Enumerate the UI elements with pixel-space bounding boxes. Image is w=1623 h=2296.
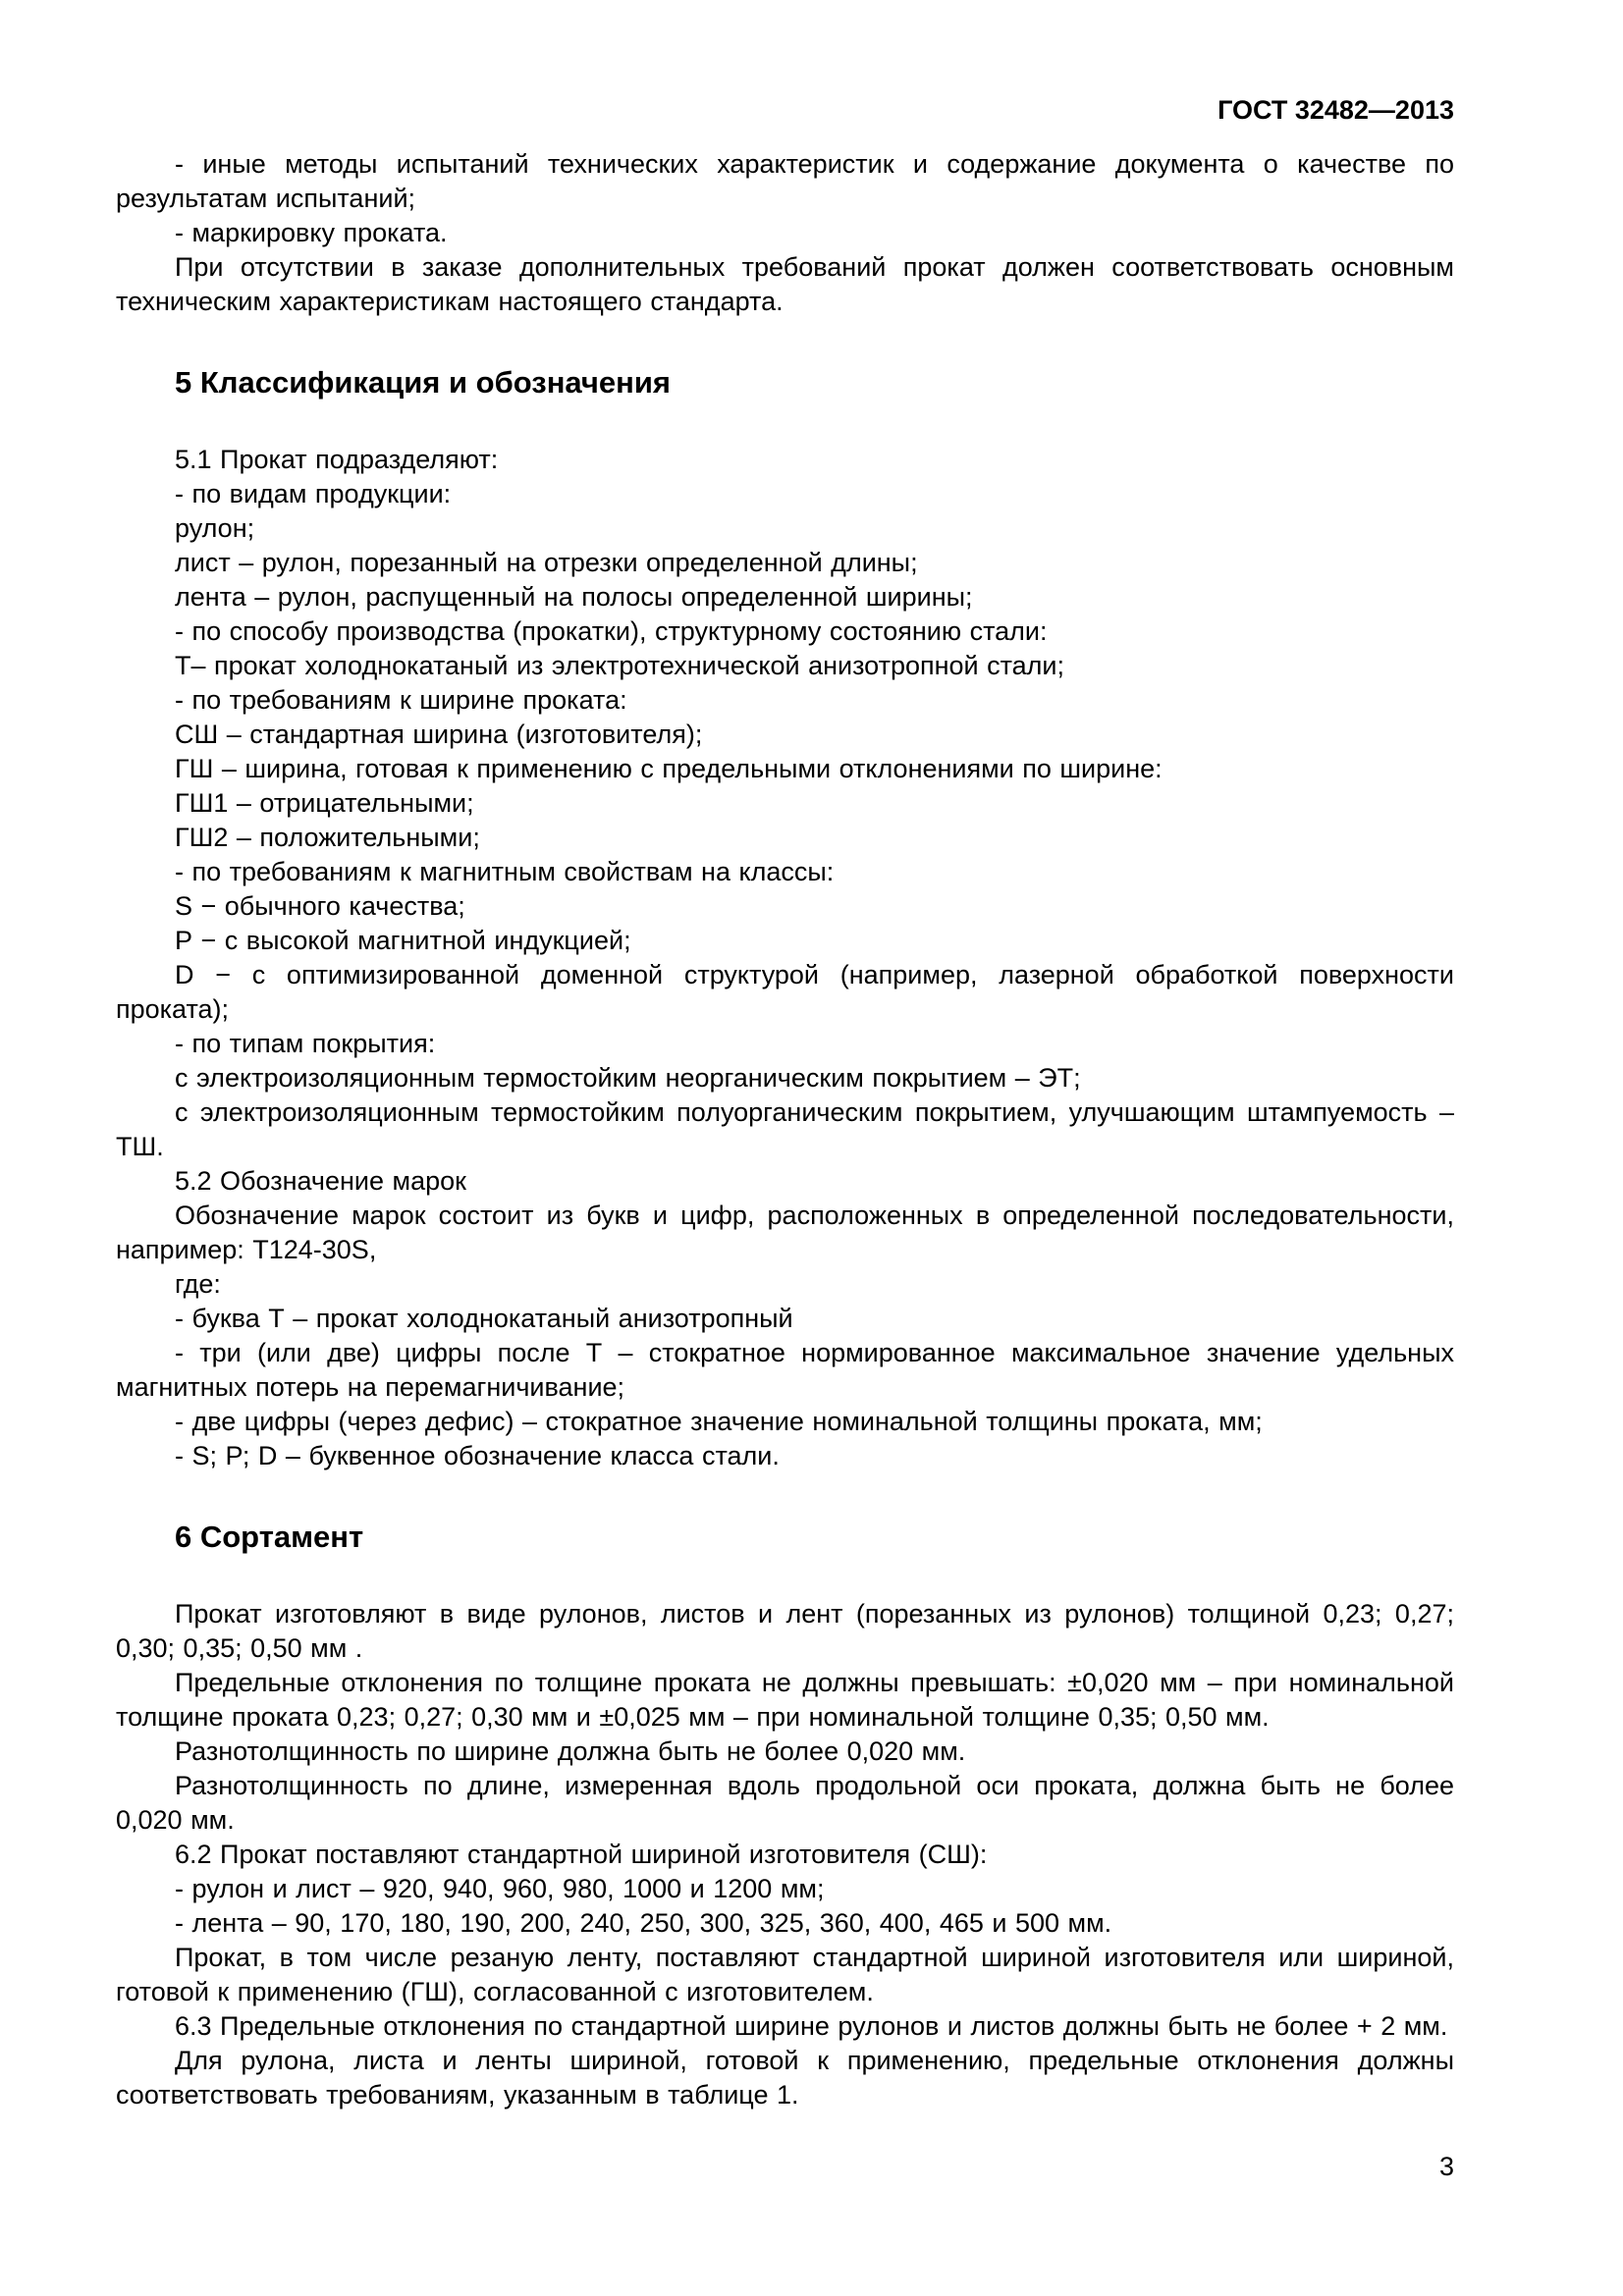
paragraph: D − с оптимизированной доменной структурой (например, лазерной обработкой поверхности проката); [116, 960, 1454, 1024]
section-6-title: 6 Сортамент [175, 1520, 364, 1554]
paragraph: - иные методы испытаний технических характеристик и содержание документа о качестве по результатам испытаний; [116, 149, 1454, 213]
paragraph: Разнотолщинность по ширине должна быть не более 0,020 мм. [175, 1736, 966, 1766]
paragraph: - лента – 90, 170, 180, 190, 200, 240, 250, 300, 325, 360, 400, 465 и 500 мм. [175, 1908, 1112, 1938]
paragraph: - по видам продукции: [175, 479, 452, 508]
paragraph: СШ – стандартная ширина (изготовителя); [175, 720, 703, 749]
paragraph: - три (или две) цифры после Т – стократное нормированное максимальное значение удельных магнитных потерь на перемагничивание; [116, 1338, 1454, 1402]
paragraph: - две цифры (через дефис) – стократное значение номинальной толщины проката, мм; [175, 1407, 1263, 1436]
section-5-title: 5 Классификация и обозначения [175, 365, 671, 400]
paragraph: лист – рулон, порезанный на отрезки определенной длины; [175, 548, 918, 577]
paragraph: ГШ2 – положительными; [175, 823, 480, 852]
paragraph: - S; Р; D – буквенное обозначение класса стали. [175, 1441, 780, 1470]
paragraph: с электроизоляционным термостойким полуорганическим покрытием, улучшающим штампуемость – ТШ. [116, 1097, 1454, 1161]
paragraph: рулон; [175, 513, 255, 543]
paragraph: S − обычного качества; [175, 891, 465, 921]
paragraph: - по способу производства (прокатки), структурному состоянию стали: [175, 616, 1048, 646]
paragraph: лента – рулон, распущенный на полосы определенной ширины; [175, 582, 973, 612]
paragraph: с электроизоляционным термостойким неорганическим покрытием – ЭТ; [175, 1063, 1081, 1093]
paragraph: Прокат изготовляют в виде рулонов, листов и лент (порезанных из рулонов) толщиной 0,23; 0,27; 0,30; 0,35; 0,50 мм . [116, 1599, 1454, 1663]
doc-number-header: ГОСТ 32482—2013 [1217, 95, 1454, 125]
paragraph: Предельные отклонения по толщине проката не должны превышать: ±0,020 мм – при номинальной толщине проката 0,23; 0,27; 0,30 мм и ±0,025 мм – при номинальной толщине 0,35; 0,50 мм. [116, 1668, 1454, 1732]
paragraph: - буква Т – прокат холоднокатаный анизотропный [175, 1304, 793, 1333]
paragraph: Прокат, в том числе резаную ленту, поставляют стандартной шириной изготовителя или шириной, готовой к применению (ГШ), согласованной с изготовителем. [116, 1943, 1454, 2006]
paragraph: 5.2 Обозначение марок [175, 1166, 466, 1196]
paragraph: - маркировку проката. [175, 218, 448, 247]
document-content [116, 147, 1454, 2112]
paragraph: Обозначение марок состоит из букв и цифр, расположенных в определенной последовательности, например: Т124-30S, [116, 1201, 1454, 1264]
paragraph: При отсутствии в заказе дополнительных требований прокат должен соответствовать основным техническим характеристикам настоящего стандарта. [116, 252, 1454, 316]
paragraph: - по требованиям к ширине проката: [175, 685, 627, 715]
paragraph: 6.3 Предельные отклонения по стандартной ширине рулонов и листов должны быть не более + 2 мм. [175, 2011, 1448, 2041]
paragraph: - рулон и лист – 920, 940, 960, 980, 1000 и 1200 мм; [175, 1874, 825, 1903]
paragraph: Для рулона, листа и ленты шириной, готовой к применению, предельные отклонения должны соответствовать требованиям, указанным в таблице 1. [116, 2046, 1454, 2109]
paragraph: - по типам покрытия: [175, 1029, 436, 1058]
paragraph: где: [175, 1269, 221, 1299]
paragraph: Т– прокат холоднокатаный из электротехнической анизотропной стали; [175, 651, 1065, 680]
paragraph: ГШ1 – отрицательными; [175, 788, 474, 818]
page-number: 3 [1438, 2152, 1454, 2181]
paragraph: Разнотолщинность по длине, измеренная вдоль продольной оси проката, должна быть не более 0,020 мм. [116, 1771, 1454, 1835]
paragraph: - по требованиям к магнитным свойствам на классы: [175, 857, 835, 886]
paragraph: ГШ – ширина, готовая к применению с предельными отклонениями по ширине: [175, 754, 1163, 783]
paragraph: 6.2 Прокат поставляют стандартной шириной изготовителя (СШ): [175, 1840, 988, 1869]
paragraph: Р − с высокой магнитной индукцией; [175, 926, 631, 955]
paragraph: 5.1 Прокат подразделяют: [175, 445, 499, 474]
